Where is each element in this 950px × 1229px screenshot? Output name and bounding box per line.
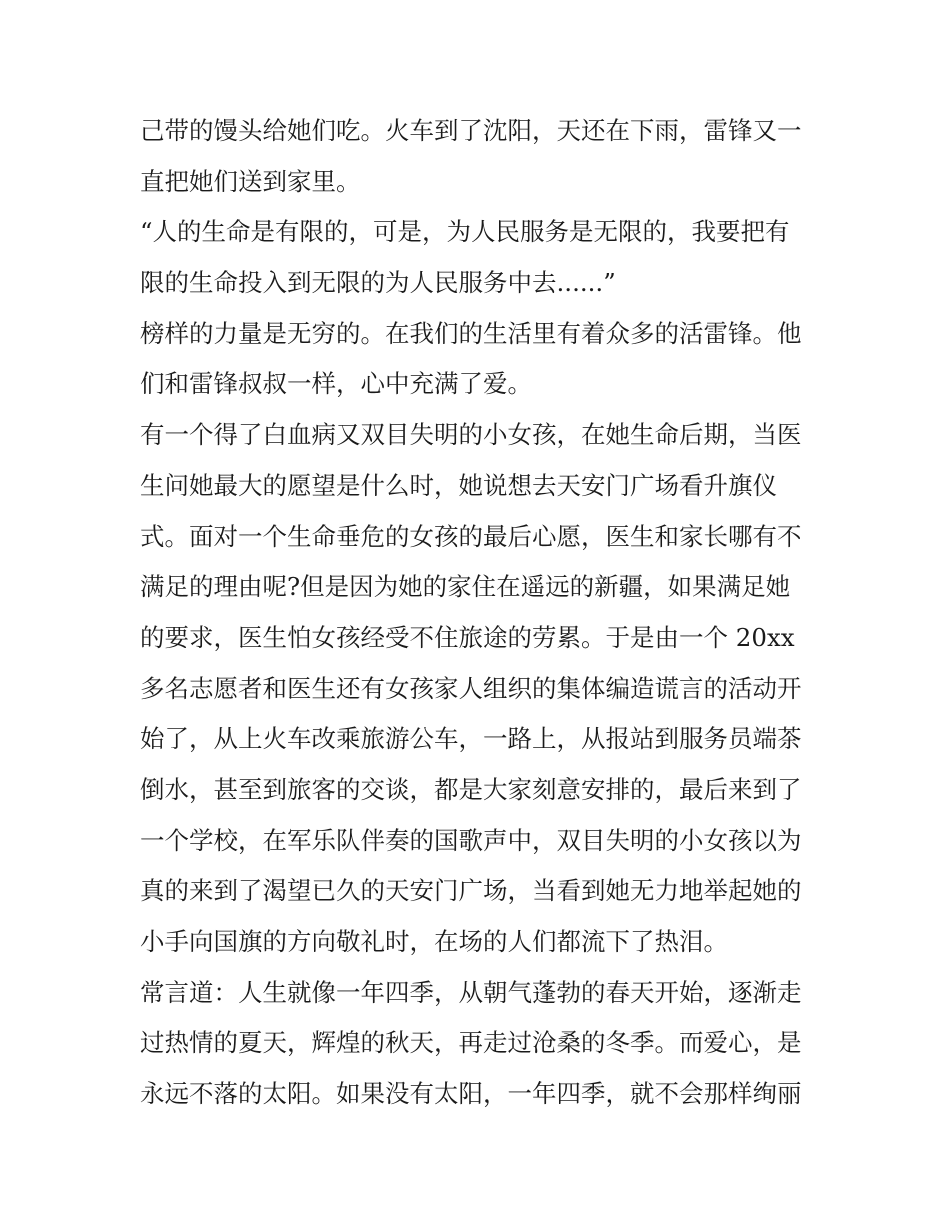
text-line: 限的生命投入到无限的为人民服务中去......” — [140, 268, 616, 298]
text-line: 己带的馒头给她们吃。火车到了沈阳，天还在下雨，雷锋又一 — [140, 116, 802, 145]
text-line: 榜样的力量是无穷的。在我们的生活里有着众多的活雷锋。他 — [140, 318, 802, 348]
text-line: 式。面对一个生命垂危的女孩的最后心愿，医生和家长哪有不 — [140, 521, 802, 551]
text-line: 有一个得了白血病又双目失明的小女孩，在她生命后期，当医 — [140, 420, 802, 450]
text-line: 真的来到了渴望已久的天安门广场，当看到她无力地举起她的 — [140, 876, 802, 906]
text-line: 直把她们送到家里。 — [140, 166, 361, 196]
text-line: 一个学校，在军乐队伴奏的国歌声中，双目失明的小女孩以为 — [140, 825, 802, 855]
text-line: 永远不落的太阳。如果没有太阳，一年四季，就不会那样绚丽 — [140, 1079, 802, 1109]
text-line: 满足的理由呢?但是因为她的家住在遥远的新疆，如果满足她 — [140, 572, 791, 602]
text-line: 常言道：人生就像一年四季，从朝气蓬勃的春天开始，逐渐走 — [140, 977, 802, 1007]
text-line: 的要求，医生怕女孩经受不住旅途的劳累。于是由一个 20xx — [140, 622, 795, 652]
text-line: 始了，从上火车改乘旅游公车，一路上，从报站到服务员端茶 — [140, 724, 802, 754]
text-line: 倒水，甚至到旅客的交谈，都是大家刻意安排的，最后来到了 — [140, 774, 802, 804]
text-line: 们和雷锋叔叔一样，心中充满了爱。 — [140, 369, 532, 399]
text-line: 多名志愿者和医生还有女孩家人组织的集体编造谎言的活动开 — [140, 673, 802, 703]
text-line: 过热情的夏天，辉煌的秋天，再走过沧桑的冬季。而爱心，是 — [140, 1028, 802, 1058]
body-text — [140, 106, 820, 1120]
text-line: 生问她最大的愿望是什么时，她说想去天安门广场看升旗仪 — [140, 470, 777, 500]
text-line: “人的生命是有限的，可是，为人民服务是无限的，我要把有 — [140, 217, 790, 247]
text-line: 小手向国旗的方向敬礼时，在场的人们都流下了热泪。 — [140, 927, 728, 956]
